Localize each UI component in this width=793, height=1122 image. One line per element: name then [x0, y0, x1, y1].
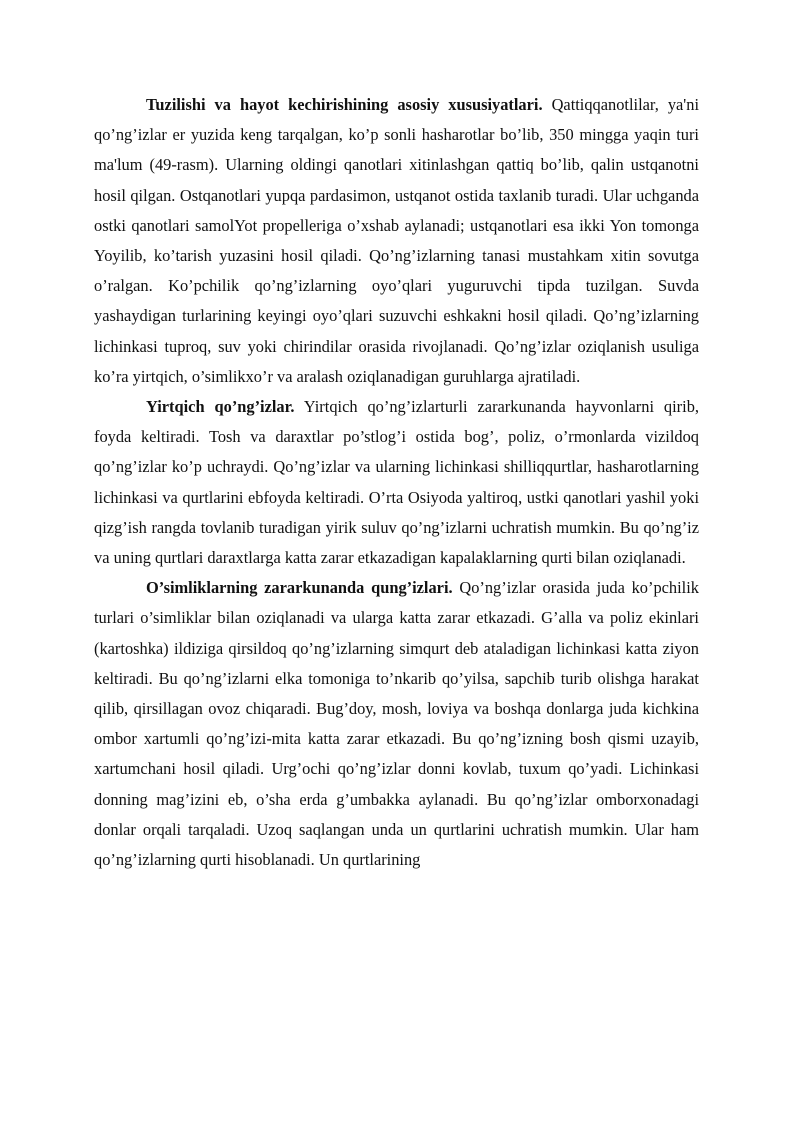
paragraph-text: Qo’ng’izlar orasida juda ko’pchilik turlari o’simliklar bilan oziqlanadi va ularga katta zarar etkazadi. G’alla va poliz ekinlari (kartoshka) ildiziga qirsildoq qo’ng’izlarning simqurt deb ataladigan lichinkasi katta ziyon keltiradi. Bu qo’ng’izlarni elka tomoniga to’nkarib qo’yilsa, sapchib turib olishga harakat qilib, qirsillagan ovoz chiqaradi. Bug’doy, mosh, loviya va boshqa donlarga juda kichkina ombor xartumli qo’ng’izi-mita katta zarar etkazadi. Bu qo’ng’izning bosh qismi uzayib, xartumchani hosil qiladi. Urg’ochi qo’ng’izlar donni kovlab, tuxum qo’yadi. Lichinkasi donning mag’izini eb, o’sha erda g’umbakka aylanadi. Bu qo’ng’izlar omborxonadagi donlar orqali tarqaladi. Uzoq saqlangan unda un qurtlarini uchratish mumkin. Ular ham qo’ng’izlarning qurti hisoblanadi. Un qurtlarining: [94, 578, 699, 870]
paragraph-text: Yirtqich qo’ng’izlarturli zararkunanda hayvonlarni qirib, foyda keltiradi. Tosh va daraxtlar po’stlog’i ostida bog’, poliz, o’rmonlarda vizildoq qo’ng’izlar ko’p uchraydi. Qo’ng’izlar va ularning lichinkasi shilliqqurtlar, hasharotlarning lichinkasi va qurtlarini ebfoyda keltiradi. O’rta Osiyoda yaltiroq, ustki qanotlari yashil yoki qizg’ish rangda tovlanib turadigan yirik suluv qo’ng’izlarni uchratish mumkin. Bu qo’ng’iz va uning qurtlari daraxtlarga katta zarar etkazadigan kapalaklarning qurti bilan oziqlanadi.: [94, 397, 699, 568]
paragraph-predatory-beetles: [94, 392, 699, 573]
section-heading-pest-beetles: O’simliklarning zararkunanda qung’izlari.: [146, 578, 453, 598]
paragraph-pest-beetles: [94, 573, 699, 875]
paragraph-structure: [94, 90, 699, 392]
section-heading-predatory-beetles: Yirtqich qo’ng’izlar.: [146, 397, 295, 417]
section-heading-structure: Tuzilishi va hayot kechirishining asosiy xususiyatlari.: [146, 95, 543, 114]
paragraph-text: Qattiqqanotlilar, ya'ni qo’ng’izlar er yuzida keng tarqalgan, ko’p sonli hasharotlar bo’lib, 350 mingga yaqin turi ma'lum (49-rasm). Ularning oldingi qanotlari xitinlashgan qattiq bo’lib, qalin ustqanotni hosil qilgan. Ostqanotlari yupqa pardasimon, ustqanot ostida taxlanib turadi. Ular uchganda ostki qanotlari samolYot propelleriga o’xshab aylanadi; ustqanotlari esa ikki Yon tomonga Yoyilib, ko’tarish yuzasini hosil qiladi. Qo’ng’izlarning tanasi mustahkam xitin sovutga o’ralgan. Ko’pchilik qo’ng’izlarning oyo’qlari yuguruvchi tipda tuzilgan. Suvda yashaydigan turlarining keyingi oyo’qlari suzuvchi eshkakni hosil qiladi. Qo’ng’izlarning lichinkasi tuproq, suv yoki chirindilar orasida rivojlanadi. Qo’ng’izlar oziqlanish usuliga ko’ra yirtqich, o’simlikxo’r va aralash oziqlanadigan guruhlarga ajratiladi.: [94, 95, 700, 386]
document-page: [94, 90, 699, 875]
